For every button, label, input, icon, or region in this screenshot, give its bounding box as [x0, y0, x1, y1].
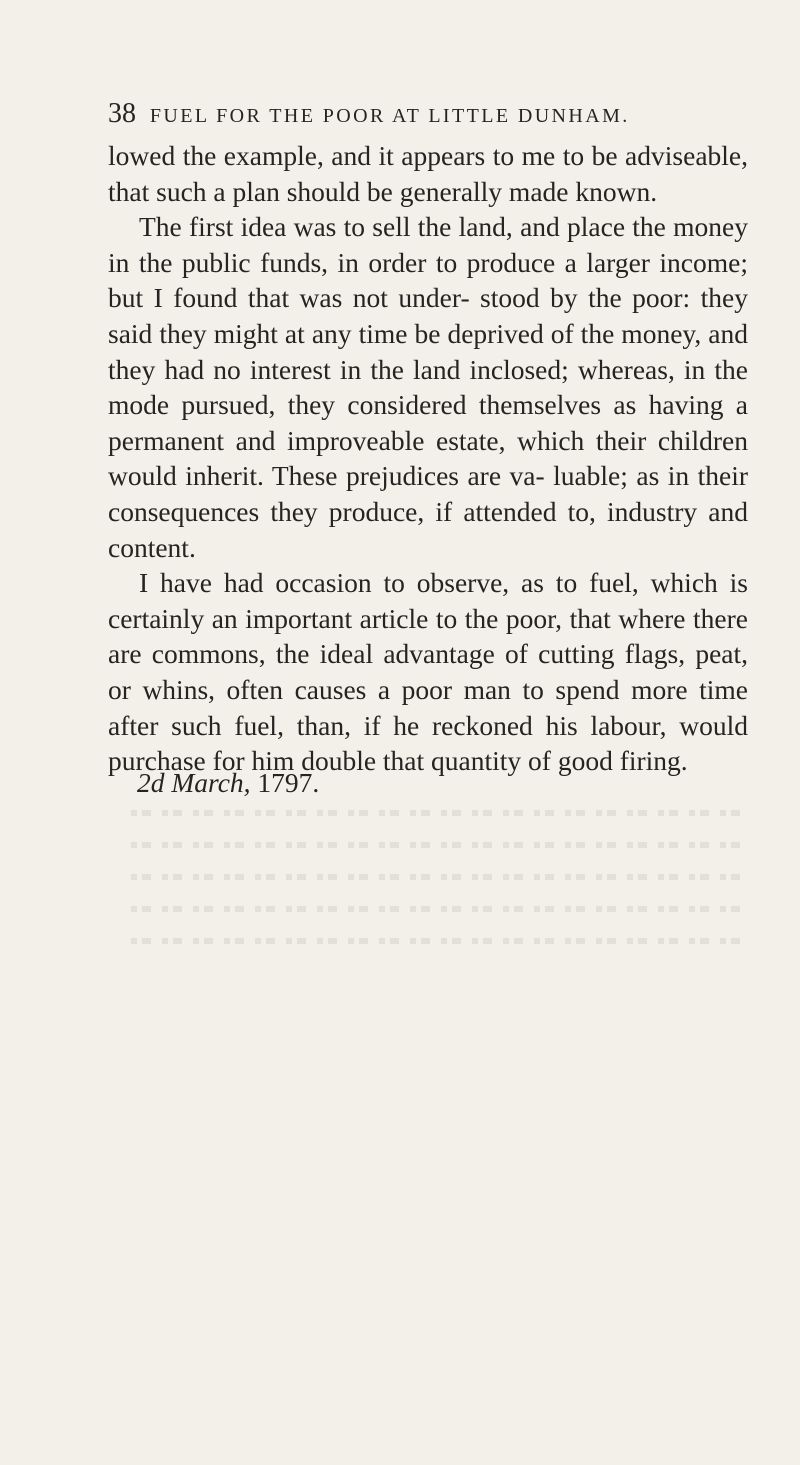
- paragraph-1: lowed the example, and it appears to me to be adviseable, that such a plan should be generally made known.: [108, 140, 748, 207]
- paragraph-2: The first idea was to sell the land, and place the money in the public funds, in order to produce a larger income; but I found that was not under- stood by the poor: they said they might at any time be deprived of the money, and they had no interest in the land inclosed; whereas, in the mode pursued, they considered themselves as having a permanent and improveable estate, which their children would inherit. These prejudices are va- luable; as in their consequences they produce, if attended to, industry and content.: [108, 211, 748, 563]
- bleed-through-texture: [120, 810, 740, 970]
- page-number: 38: [108, 98, 136, 129]
- running-head: [108, 98, 748, 130]
- running-title: FUEL FOR THE POOR AT LITTLE DUNHAM.: [149, 105, 630, 127]
- paragraph-3: I have had occasion to observe, as to fuel, which is certainly an important article to the poor, that where there are commons, the ideal advantage of cutting flags, peat, or whins, often causes a poor man to spend more time after such fuel, than, if he reckoned his labour, would purchase for him double that quantity of good firing.: [108, 567, 748, 777]
- dateline-year: 1797.: [257, 767, 320, 798]
- dateline-date: 2d March,: [137, 767, 251, 798]
- dateline: [137, 767, 319, 799]
- body-text: [108, 138, 748, 779]
